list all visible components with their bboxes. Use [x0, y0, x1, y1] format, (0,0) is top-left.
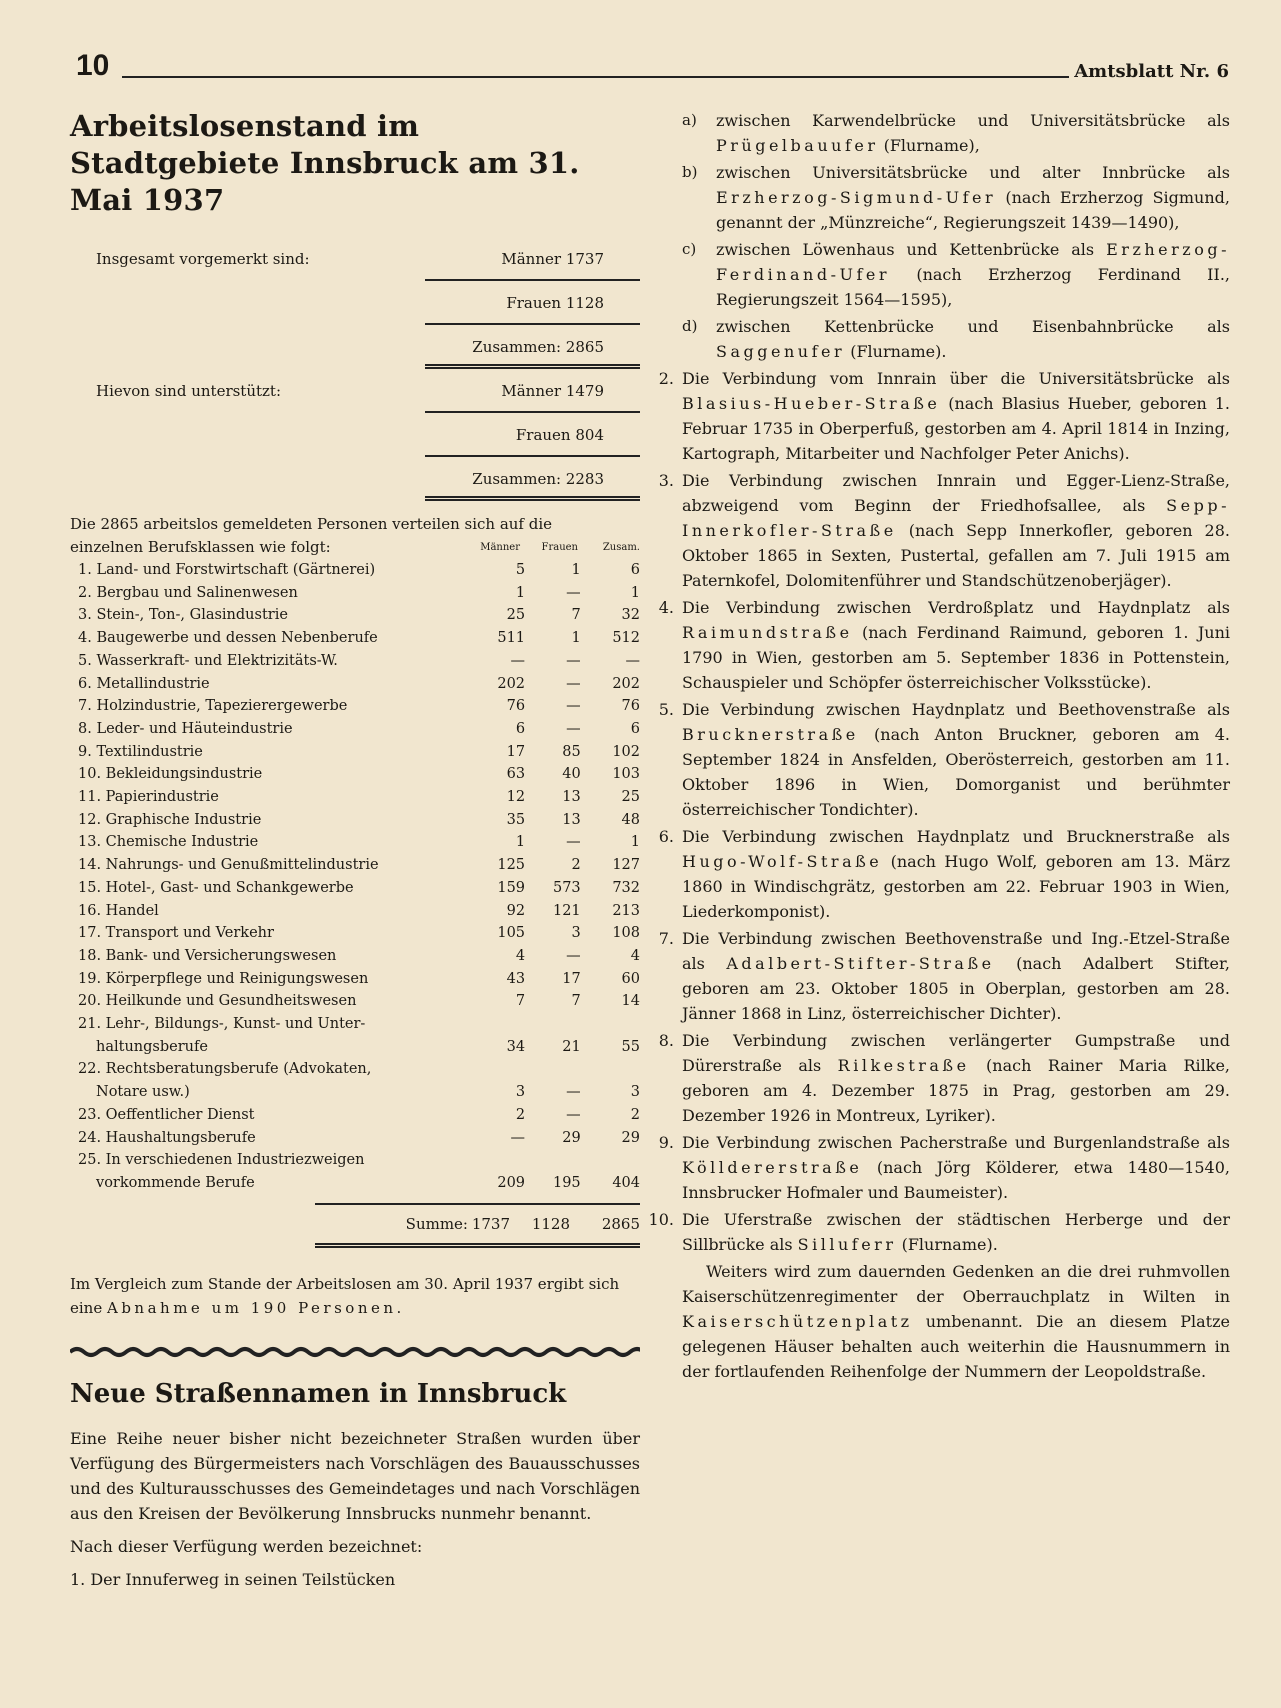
item-pre: zwischen Karwendelbrücke und Universitätsbrücke als — [716, 111, 1230, 130]
article2-paragraph1: Eine Reihe neuer bisher nicht bezeichneter Straßen wurden über Verfügung des Bürgermeisters nach Vorschlägen des Bauausschusses und des Kulturausschusses des Gemeindetages und nach Vorschlägen aus den Kreisen der Bevölkerung Innsbrucks nunmehr benannt. — [70, 1428, 640, 1523]
row-label: 18. Bank- und Versicherungswesen — [78, 947, 337, 964]
street-name: Prügelbauufer — [716, 136, 879, 155]
row-men: 5 — [515, 562, 526, 578]
row-total: 60 — [621, 970, 640, 987]
item-text — [716, 108, 1230, 158]
street-name: Saggenufer — [716, 342, 846, 361]
row-label: 16. Handel — [78, 902, 159, 919]
row-total: 6 — [630, 562, 640, 578]
row-total: 6 — [630, 720, 640, 737]
occupation-table — [70, 559, 640, 1195]
street-list — [642, 366, 1230, 1257]
item-key: 4. — [658, 598, 674, 617]
row-women: 3 — [571, 925, 581, 942]
row-label: 23. Oeffentlicher Dienst — [78, 1106, 255, 1123]
item-post: (nach Ferdinand Raimund, geboren 1. Juni 1790 in Wien, gestorben am 5. September 1836 in Pottenstein, Schauspieler und Schöpfer österreichischer Volksstücke). — [682, 623, 1230, 692]
row-total: 32 — [621, 607, 640, 624]
row-label: 12. Graphische Industrie — [78, 811, 262, 828]
row-women — [525, 1013, 581, 1036]
table-row — [70, 900, 640, 923]
row-men: 209 — [497, 1174, 526, 1191]
item-text — [716, 314, 1230, 364]
item-key: c) — [682, 240, 697, 258]
closing-post: umbenannt. Die an diesem Platze gelegenen Häuser behalten auch weiterhin die Hausnummern in der fortlaufenden Reihenfolge der Nummern der Leopoldstraße. — [682, 1312, 1230, 1381]
row-men: — — [510, 652, 526, 669]
table-row — [70, 922, 640, 945]
row-men: 7 — [515, 993, 526, 1010]
row-total: 1 — [630, 834, 640, 851]
street-name: Silluferr — [797, 1235, 897, 1254]
sum-rule-bottom — [315, 1243, 640, 1248]
item-key: 6. — [658, 827, 674, 846]
row-total: 2 — [630, 1106, 640, 1123]
row-total: 25 — [621, 789, 640, 806]
sub-item — [682, 108, 1230, 158]
row-label: Notare usw.) — [96, 1084, 190, 1101]
row-label: 14. Nahrungs- und Genußmittelindustrie — [78, 857, 379, 874]
list-item — [642, 1207, 1230, 1257]
table-row — [70, 1081, 640, 1104]
row-label: vorkommende Berufe — [96, 1174, 255, 1191]
row-total: 48 — [621, 811, 640, 828]
item-text — [682, 1028, 1230, 1128]
item-post: (Flurname). — [896, 1235, 998, 1254]
row-women: 85 — [562, 743, 581, 760]
item-post: (nach Erzherzog Sigmund, genannt der „Münzreiche“, Regierungszeit 1439—1490), — [716, 188, 1230, 232]
row-total: 29 — [621, 1129, 640, 1146]
street-name: Rilkestraße — [837, 1056, 970, 1075]
running-title: Amtsblatt Nr. 6 — [1074, 61, 1229, 82]
row-total: 213 — [612, 902, 640, 919]
sum-row — [70, 1205, 640, 1243]
table-row — [70, 695, 640, 718]
totals-value: Männer 1737 — [425, 237, 640, 281]
item-post: (nach Sepp Innerkofler, geboren 28. Oktober 1865 in Sexten, Pustertal, gefallen am 7. Juli 1915 am Paternkofel, Dolomitenführer und Standschützenoberjäger). — [682, 521, 1230, 590]
row-women: — — [566, 698, 581, 715]
table-row — [70, 968, 640, 991]
row-label: 5. Wasserkraft- und Elektrizitäts-W. — [78, 652, 338, 669]
row-women: 2 — [571, 857, 581, 874]
street-name: Blasius-Hueber-Straße — [682, 394, 941, 413]
table-row — [70, 559, 640, 582]
item-post: (nach Anton Bruckner, geboren am 4. September 1824 in Ansfelden, Oberösterreich, gestorben am 11. Oktober 1896 in Wien, Domorganist und berühmter österreichischer Tondichter). — [682, 725, 1230, 819]
row-men: 125 — [497, 857, 526, 874]
article2-item1: 1. Der Innuferweg in seinen Teilstücken — [70, 1569, 396, 1589]
row-label: 17. Transport und Verkehr — [78, 925, 274, 942]
street-name: Hugo-Wolf-Straße — [682, 852, 883, 871]
row-total: 3 — [630, 1084, 640, 1101]
row-total: 108 — [612, 925, 640, 942]
row-total: — — [625, 652, 640, 669]
table-row — [70, 673, 640, 696]
closing-paragraph — [682, 1259, 1230, 1384]
table-row — [70, 627, 640, 650]
row-women: 1 — [571, 562, 581, 578]
table-row — [70, 763, 640, 786]
row-women: 40 — [562, 766, 581, 783]
street-name: Sepp-Innerkofler-Straße — [682, 496, 1230, 540]
row-label: 22. Rechtsberatungsberufe (Advokaten, — [78, 1061, 372, 1078]
row-total: 103 — [612, 766, 640, 783]
row-men: 76 — [506, 698, 526, 715]
row-label: 7. Holzindustrie, Tapezierergewerbe — [78, 698, 348, 715]
item-text — [682, 1207, 1230, 1257]
sum-label: Summe: — [405, 1214, 468, 1233]
distribution-intro: Die 2865 arbeitslos gemeldeten Personen verteilen sich auf die — [70, 515, 553, 533]
row-men: 1 — [515, 584, 526, 601]
totals-label: Insgesamt vorgemerkt sind: — [96, 250, 310, 268]
row-women: 13 — [562, 811, 581, 828]
row-label: 6. Metallindustrie — [78, 675, 210, 692]
row-men: 105 — [497, 925, 526, 942]
row-label: 13. Chemische Industrie — [78, 834, 259, 851]
item-key: 3. — [658, 471, 674, 490]
totals-value: Zusammen: 2865 — [425, 325, 640, 369]
item-post: (nach Erzherzog Ferdinand II., Regierungszeit 1564—1595), — [716, 265, 1230, 309]
table-row — [70, 1127, 640, 1150]
subitem-list — [682, 108, 1230, 364]
totals-value: Frauen 1128 — [425, 281, 640, 325]
row-men — [468, 1013, 525, 1036]
table-row — [70, 1036, 640, 1059]
table-row — [70, 1104, 640, 1127]
row-label: 4. Baugewerbe und dessen Nebenberufe — [78, 630, 378, 647]
col-header-women: Frauen — [541, 542, 578, 553]
table-row — [70, 1172, 640, 1195]
row-total — [581, 1149, 640, 1172]
table-row — [70, 877, 640, 900]
row-label: 11. Papierindustrie — [78, 789, 219, 806]
table-row — [70, 809, 640, 832]
item-pre: zwischen Kettenbrücke und Eisenbahnbrücke als — [716, 317, 1230, 336]
row-total: 76 — [621, 698, 640, 715]
list-item — [642, 1028, 1230, 1128]
row-women: — — [566, 1084, 581, 1101]
row-women: 195 — [552, 1174, 581, 1191]
row-total: 202 — [612, 675, 640, 692]
row-label: 20. Heilkunde und Gesundheitswesen — [78, 993, 357, 1010]
row-label: 15. Hotel-, Gast- und Schankgewerbe — [78, 879, 354, 896]
row-men — [468, 1149, 525, 1172]
sum-total: 2865 — [601, 1214, 640, 1233]
intro-line2-text: einzelnen Berufsklassen wie folgt: — [70, 538, 331, 556]
row-women — [525, 1058, 581, 1081]
row-women: 7 — [571, 993, 581, 1010]
totals-row — [70, 237, 640, 281]
item-text — [682, 697, 1230, 822]
totals-row — [70, 281, 640, 325]
list-item — [642, 824, 1230, 924]
row-men: 34 — [506, 1038, 526, 1055]
row-women — [525, 1149, 581, 1172]
closing-pre: Weiters wird zum dauernden Gedenken an die drei ruhmvollen Kaiserschützenregimenter der Oberrauchplatz in Wilten in — [682, 1262, 1230, 1306]
row-women: 29 — [562, 1129, 581, 1146]
table-row — [70, 990, 640, 1013]
left-column — [70, 108, 640, 1600]
row-label: 2. Bergbau und Salinenwesen — [78, 584, 298, 601]
article1-title — [70, 108, 640, 219]
row-label: 9. Textilindustrie — [78, 743, 203, 760]
list-item — [642, 1130, 1230, 1205]
item-text — [682, 366, 1230, 466]
street-name: Adalbert-Stifter-Straße — [726, 954, 995, 973]
street-name: Brucknerstraße — [682, 725, 859, 744]
row-total: 512 — [612, 630, 640, 647]
row-men: 92 — [506, 902, 526, 919]
row-label: 25. In verschiedenen Industriezweigen — [78, 1152, 365, 1169]
row-women: — — [566, 834, 581, 851]
wavy-divider — [70, 1346, 640, 1358]
row-label: 3. Stein-, Ton-, Glasindustrie — [78, 607, 288, 624]
item-pre: Die Verbindung vom Innrain über die Universitätsbrücke als — [682, 369, 1230, 388]
totals-row — [70, 457, 640, 501]
item-post: (nach Hugo Wolf, geboren am 13. März 1860 in Windischgrätz, gestorben am 22. Februar 1903 in Wien, Liederkomponist). — [682, 852, 1230, 921]
col-header-men: Männer — [480, 542, 520, 553]
row-men: 35 — [506, 811, 526, 828]
street-name: Raimundstraße — [682, 623, 853, 642]
row-total: 404 — [612, 1174, 640, 1191]
row-women: 121 — [552, 902, 581, 919]
page-number: 10 — [76, 49, 110, 82]
row-men: 2 — [515, 1106, 526, 1123]
row-women: 13 — [562, 789, 581, 806]
totals-block — [70, 237, 640, 501]
item-pre: Die Verbindung zwischen Verdroßplatz und Haydnplatz als — [682, 598, 1230, 617]
row-women: — — [566, 675, 581, 692]
table-row — [70, 650, 640, 673]
item-pre: Die Verbindung zwischen Haydnplatz und Brucknerstraße als — [682, 827, 1230, 846]
item-post: (nach Rainer Maria Rilke, geboren am 4. Dezember 1875 in Prag, gestorben am 29. Dezember 1926 in Montreux, Lyriker). — [682, 1056, 1230, 1125]
comparison-text — [70, 1272, 640, 1320]
row-men: 43 — [506, 970, 526, 987]
item-key: d) — [682, 317, 698, 335]
item-key: b) — [682, 163, 698, 181]
row-men: 63 — [506, 766, 526, 783]
row-women: — — [566, 584, 581, 601]
table-row — [70, 1149, 640, 1172]
item-post: (Flurname). — [845, 342, 947, 361]
row-women: 17 — [562, 970, 581, 987]
item-key: 8. — [658, 1031, 674, 1050]
row-total — [581, 1058, 640, 1081]
row-women: 7 — [571, 607, 581, 624]
list-item — [642, 697, 1230, 822]
row-men: 511 — [497, 630, 526, 647]
item-key: 5. — [658, 700, 674, 719]
comparison-spaced: Abnahme um 190 Personen. — [107, 1298, 405, 1317]
row-total: 127 — [612, 857, 640, 874]
sub-item — [682, 237, 1230, 312]
row-label: 24. Haushaltungsberufe — [78, 1129, 256, 1146]
row-total: 14 — [621, 993, 640, 1010]
row-men: — — [510, 1129, 526, 1146]
row-women: 1 — [571, 630, 581, 647]
row-total: 102 — [612, 743, 640, 760]
comparison-lead: Im Vergleich zum Stande der Arbeitslosen am 30. April 1937 ergibt sich eine — [70, 1274, 620, 1317]
street-name: Erzherzog-Ferdinand-Ufer — [716, 240, 1230, 284]
item-pre: Die Verbindung zwischen Beethovenstraße und Ing.-Etzel-Straße als — [682, 929, 1230, 973]
table-row — [70, 1013, 640, 1036]
sum-women: 1128 — [531, 1214, 570, 1233]
item-pre: zwischen Universitätsbrücke und alter Innbrücke als — [716, 163, 1230, 182]
row-total: 732 — [612, 879, 640, 896]
table-row — [70, 741, 640, 764]
item-pre: zwischen Löwenhaus und Kettenbrücke als — [716, 240, 1107, 259]
item-pre: Die Verbindung zwischen Haydnplatz und Beethovenstraße als — [682, 700, 1230, 719]
row-label: haltungsberufe — [96, 1038, 208, 1055]
item-key: 9. — [658, 1133, 674, 1152]
table-row — [70, 718, 640, 741]
sub-item — [682, 314, 1230, 364]
row-women: — — [566, 652, 581, 669]
totals-value: Männer 1479 — [425, 369, 640, 413]
item-pre: Die Verbindung zwischen Pacherstraße und Burgenlandstraße als — [682, 1133, 1230, 1152]
item-text — [682, 595, 1230, 695]
row-men: 25 — [506, 607, 526, 624]
street-name: Erzherzog-Sigmund-Ufer — [716, 188, 997, 207]
right-column — [648, 108, 1230, 1392]
sum-block — [70, 1203, 640, 1248]
article1-title-line2: Stadtgebiete Innsbruck am 31. Mai 1937 — [70, 146, 580, 217]
item-pre: Die Uferstraße zwischen der städtischen Herberge und der Sillbrücke als — [682, 1210, 1230, 1254]
row-label: 10. Bekleidungsindustrie — [78, 766, 263, 783]
row-men: 12 — [506, 789, 526, 806]
row-men — [468, 1058, 525, 1081]
sum-men: 1737 — [471, 1214, 510, 1233]
item-post: (nach Adalbert Stifter, geboren am 23. Oktober 1805 in Oberplan, gestorben am 28. Jänner 1868 in Linz, österreichischer Dichter). — [682, 954, 1230, 1023]
header-rule — [122, 76, 1069, 78]
item-key: 2. — [658, 369, 674, 388]
item-key: a) — [682, 111, 697, 129]
item-text — [682, 468, 1230, 593]
list-item — [642, 595, 1230, 695]
totals-value: Zusammen: 2283 — [425, 457, 640, 501]
table-row — [70, 1058, 640, 1081]
table-row — [70, 582, 640, 605]
row-total — [581, 1013, 640, 1036]
table-row — [70, 945, 640, 968]
row-men: 3 — [515, 1084, 526, 1101]
table-row — [70, 786, 640, 809]
totals-label: Hievon sind unterstützt: — [96, 382, 282, 400]
row-men: 4 — [515, 947, 526, 964]
item-post: (Flurname), — [878, 136, 980, 155]
sub-item — [682, 160, 1230, 235]
item-key: 7. — [658, 929, 674, 948]
row-women: 573 — [552, 879, 581, 896]
closing-name: Kaiserschützenplatz — [682, 1312, 913, 1331]
table-row — [70, 854, 640, 877]
street-name: Kölldererstraße — [682, 1158, 863, 1177]
totals-row — [70, 369, 640, 413]
item-text — [682, 1130, 1230, 1205]
row-women: — — [566, 1106, 581, 1123]
item-pre: Die Verbindung zwischen Innrain und Egger-Lienz-Straße, abzweigend vom Beginn der Friedhofsallee, als — [682, 471, 1230, 515]
list-item — [642, 926, 1230, 1026]
list-item — [642, 366, 1230, 466]
row-women: 21 — [562, 1038, 581, 1055]
col-header-total: Zusam. — [602, 542, 640, 553]
row-label: 8. Leder- und Häuteindustrie — [78, 720, 293, 737]
row-total: 55 — [621, 1038, 640, 1055]
item-post: (nach Blasius Hueber, geboren 1. Februar 1735 in Oberperfuß, gestorben am 4. April 1814 in Inzing, Kartograph, Mitarbeiter und Nachfolger Peter Anichs). — [682, 394, 1230, 463]
article1-title-line1: Arbeitslosenstand im — [70, 109, 420, 143]
row-women: — — [566, 720, 581, 737]
totals-value: Frauen 804 — [425, 413, 640, 457]
table-row — [70, 831, 640, 854]
item-pre: Die Verbindung zwischen verlängerter Gumpstraße und Dürerstraße als — [682, 1031, 1230, 1075]
row-label: 21. Lehr-, Bildungs-, Kunst- und Unter- — [78, 1016, 366, 1033]
row-label: 1. Land- und Forstwirtschaft (Gärtnerei) — [78, 562, 376, 578]
row-men: 202 — [497, 675, 526, 692]
row-men: 159 — [497, 879, 526, 896]
table-row — [70, 604, 640, 627]
distribution-intro-line2 — [70, 536, 640, 559]
item-text — [716, 160, 1230, 235]
article2-paragraph2: Nach dieser Verfügung werden bezeichnet: — [70, 1536, 423, 1556]
row-men: 1 — [515, 834, 526, 851]
row-total: 1 — [630, 584, 640, 601]
row-label: 19. Körperpflege und Reinigungswesen — [78, 970, 369, 987]
item-text — [682, 824, 1230, 924]
item-key: 10. — [648, 1210, 674, 1229]
row-women: — — [566, 947, 581, 964]
list-item — [642, 468, 1230, 593]
totals-row — [70, 413, 640, 457]
item-text — [716, 237, 1230, 312]
totals-row — [70, 325, 640, 369]
row-men: 6 — [515, 720, 526, 737]
row-total: 4 — [630, 947, 640, 964]
item-post: (nach Jörg Kölderer, etwa 1480—1540, Innsbrucker Hofmaler und Baumeister). — [682, 1158, 1230, 1202]
item-text — [682, 926, 1230, 1026]
row-men: 17 — [506, 743, 526, 760]
article2-title: Neue Straßennamen in Innsbruck — [70, 1378, 567, 1409]
